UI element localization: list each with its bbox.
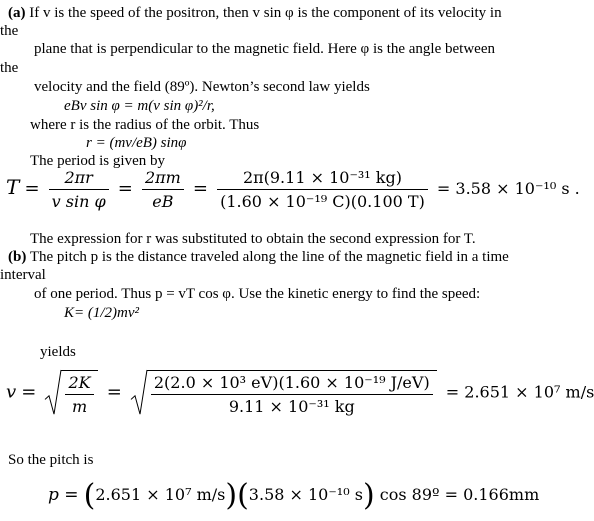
period-T: T <box>6 175 20 199</box>
period-frac-2-den: eB <box>152 192 174 211</box>
part-a-text1: If v is the speed of the positron, then v sin φ is the component of its velocity in <box>29 5 502 21</box>
speed-frac-2-den: 9.11 × 10⁻³¹ kg <box>228 397 355 416</box>
pitch-term2: 3.58 × 10⁻¹⁰ s <box>248 485 363 504</box>
part-b-line3: of one period. Thus p = vT cos φ. Use the kinetic energy to find the speed: <box>34 286 481 302</box>
part-a-line5: velocity and the field (89º). Newton’s second law yields <box>34 79 370 95</box>
speed-sqrt-1 <box>45 370 97 416</box>
part-a-line1 <box>8 4 502 22</box>
speed-frac-1 <box>65 373 93 416</box>
speed-frac-1-num: 2K <box>65 373 93 395</box>
speed-sqrt-2 <box>131 370 437 416</box>
part-a-eq1: eBv sin φ = m(v sin φ)²/r, <box>64 98 215 114</box>
radical-icon <box>45 370 61 416</box>
period-frac-1 <box>49 168 109 211</box>
part-a-line4: the <box>0 60 19 76</box>
part-b-label: (b) <box>8 249 27 265</box>
speed-frac-1-den: m <box>71 397 88 416</box>
period-frac-1-den: v sin φ <box>51 192 106 211</box>
period-frac-3-den: (1.60 × 10⁻¹⁹ C)(0.100 T) <box>220 192 425 211</box>
speed-result: = 2.651 × 10⁷ m/s <box>445 382 594 402</box>
part-a-label: (a) <box>8 5 26 21</box>
pitch-term1: 2.651 × 10⁷ m/s <box>95 485 226 504</box>
part-b-line2: interval <box>0 267 46 283</box>
part-a-line7: The period is given by <box>30 153 165 169</box>
part-b-text1: The pitch p is the distance traveled along the line of the magnetic field in a time <box>29 249 509 265</box>
part-a-line6: where r is the radius of the orbit. Thus <box>30 117 260 133</box>
period-frac-1-num: 2πr <box>49 168 109 190</box>
part-a-eq2: r = (mv/eB) sinφ <box>86 135 187 151</box>
speed-v: v <box>6 381 17 403</box>
speed-frac-2 <box>151 373 433 416</box>
part-b-line1 <box>8 248 509 266</box>
period-result: = 3.58 × 10⁻¹⁰ s . <box>436 179 580 198</box>
part-a-line2: the <box>0 23 19 39</box>
part-a-line3: plane that is perpendicular to the magnetic field. Here φ is the angle between <box>34 41 495 57</box>
period-frac-2 <box>142 168 184 211</box>
radical-icon <box>131 370 147 416</box>
period-frac-2-num: 2πm <box>142 168 184 190</box>
pitch-intro: So the pitch is <box>8 452 94 468</box>
speed-frac-2-num: 2(2.0 × 10³ eV)(1.60 × 10⁻¹⁹ J/eV) <box>151 373 433 395</box>
part-a-line8: The expression for r was substituted to obtain the second expression for T. <box>30 231 476 247</box>
period-frac-3 <box>217 168 428 211</box>
pitch-rest: cos 89º = 0.166mm <box>379 485 540 504</box>
pitch-equation: p = (2.651 × 10⁷ m/s)(3.58 × 10⁻¹⁰ s) cos 89º = 0.166mm <box>48 478 540 513</box>
part-b-yields: yields <box>40 344 76 360</box>
period-frac-3-num: 2π(9.11 × 10⁻³¹ kg) <box>217 168 428 190</box>
pitch-lhs: p = <box>48 485 79 505</box>
part-b-eq1: K= (1/2)mv² <box>64 305 140 321</box>
speed-equation: v = $\frac{2K}{m}$ = $\frac{\text{2(2.0 × 10³ eV)(1.60 × 10⁻¹⁹ J/eV)}}{\text{9.11 × 10⁻³¹ kg}}$ = 2.651 × 10⁷ m/s <box>6 370 594 416</box>
period-equation: T = $\frac{2\pi r}{\text{v sin φ}}$ = $\frac{2\pi m}{eB}$ = $\frac{\text{2π(9.11 × 10⁻³¹ kg)}}{\text{(1.60 × 10⁻¹⁹ C)(0.100 T)}}$ = 3.58 × 10⁻¹⁰ s . <box>6 168 580 211</box>
